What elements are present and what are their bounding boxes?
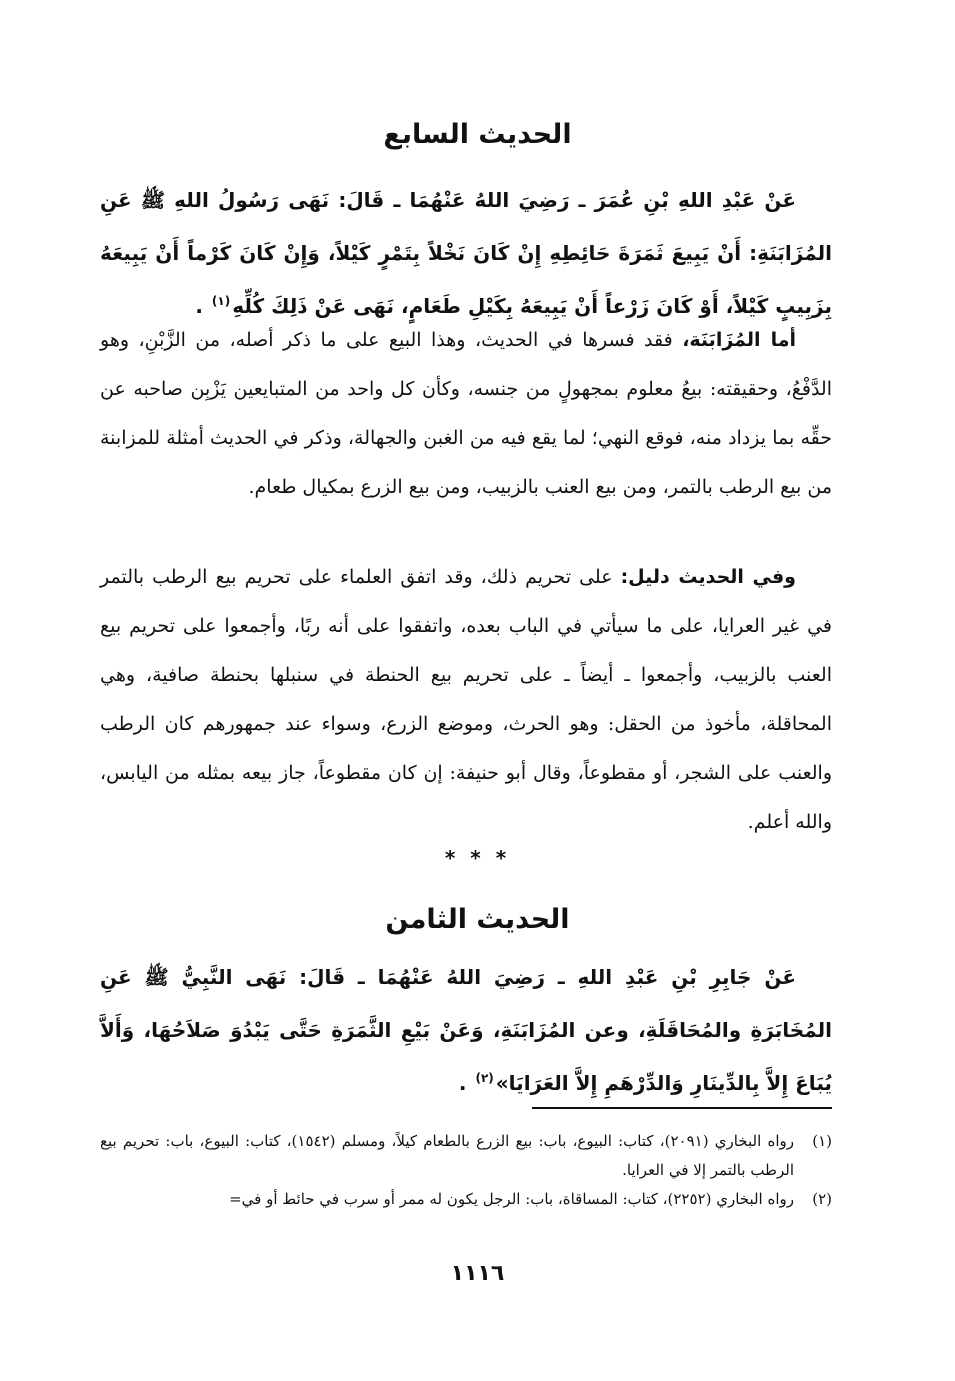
hadith-7-text bbox=[100, 174, 832, 333]
page-number: ١١١٦ bbox=[450, 1261, 505, 1286]
explanation-1-lead: أما المُزَابَنَة، bbox=[682, 329, 797, 351]
hadith-8-end: . bbox=[458, 1071, 474, 1095]
footnotes bbox=[100, 1127, 832, 1214]
explanation-paragraph-2 bbox=[100, 553, 832, 847]
explanation-2-text: على تحريم ذلك، وقد اتفق العلماء على تحريم بيع الرطب بالتمر في غير العرايا، على ما سيأتي في الباب بعده، واتفقوا على أنه ربًا، وأجمعوا على تحريم بيع العنب بالزبيب، وأجمعوا ـ أيضاً ـ على تحريم بيع الحنطة في سنبلها بحنطة صافية، وهي المحاقلة، مأخوذ من الحقل: وهو الحرث، وموضع الزرع، وسواء عند جمهورهم كان الرطب والعنب على الشجر، أو مقطوعاً، وقال أبو حنيفة: إن كان مقطوعاً، جاز بيعه بمثله من اليابس، والله أعلم. bbox=[100, 566, 832, 833]
explanation-paragraph-1 bbox=[100, 316, 832, 512]
explanation-1-text: فقد فسرها في الحديث، وهذا البيع على ما ذكر أصله، من الزَّبْنِ، وهو الدَّفْعُ، وحقيقته: بيعُ معلوم بمجهولٍ من جنسه، وكأن كل واحد من المتبايعين يَزْبِن صاحبه عن حقِّه بما يزداد منه، فوقع النهي؛ لما يقع فيه من الغبن والجهالة، وذكر في الحديث أمثلة للمزابنة من بيع الرطب بالتمر، ومن بيع العنب بالزبيب، ومن بيع الزرع بمكيال طعام. bbox=[100, 329, 832, 498]
hadith-8-body: عَنْ جَابِرِ بْنِ عَبْدِ اللهِ ـ رَضِيَ اللهُ عَنْهُمَا ـ قَالَ: نَهَى النَّبِيُّ ﷺ عَنِ المُخَابَرَةِ والمُحَاقَلَةِ، وعن المُزَابَنَةِ، وَعَنْ بَيْعِ الثَّمَرَةِ حَتَّى يَبْدُوَ صَلاَحُهَا، وَأَلاَّ يُبَاعَ إِلاَّ بِالدِّينَارِ وَالدِّرْهَمِ إِلاَّ العَرَايَا» bbox=[100, 965, 832, 1095]
footnote-ref-2: (٢) bbox=[475, 1071, 494, 1086]
footnote-2-text: رواه البخاري (٢٢٥٢)، كتاب: المساقاة، باب: الرجل يكون له ممر أو سرب في حائط أو في= bbox=[229, 1190, 794, 1208]
hadith-8-text bbox=[100, 951, 832, 1110]
hadith-7-body: عَنْ عَبْدِ اللهِ بْنِ عُمَرَ ـ رَضِيَ اللهُ عَنْهُمَا ـ قَالَ: نَهَى رَسُولُ اللهِ ﷺ عَنِ المُزَابَنَةِ: أَنْ يَبِيعَ ثَمَرَةَ حَائِطِهِ إِنْ كَانَ نَخْلاً بِتَمْرٍ كَيْلاً، وَإِنْ كَانَ كَرْماً أَنْ يَبِيعَهُ بِزَبِيبٍ كَيْلاً، أَوْ كَانَ زَرْعاً أَنْ يَبِيعَهُ بِكَيْلِ طَعَامٍ، نَهَى عَنْ ذَلِكَ كُلِّهِ bbox=[100, 188, 832, 318]
footnote-1-text: رواه البخاري (٢٠٩١)، كتاب: البيوع، باب: بيع الزرع بالطعام كيلاً، ومسلم (١٥٤٢)، كتاب: البيوع، باب: تحريم بيع الرطب بالتمر إلا في العرايا. bbox=[100, 1132, 794, 1179]
section-separator: * * * bbox=[444, 846, 511, 870]
footnote-ref-1: (١) bbox=[211, 294, 231, 309]
footnote-divider bbox=[532, 1107, 832, 1109]
footnote-2 bbox=[100, 1185, 832, 1214]
hadith-7-end: . bbox=[195, 294, 210, 318]
footnote-1 bbox=[100, 1127, 832, 1185]
hadith-8-title: الحديث الثامن bbox=[385, 904, 570, 935]
hadith-7-title: الحديث السابع bbox=[383, 119, 572, 150]
footnote-2-number: (٢) bbox=[812, 1190, 832, 1208]
footnote-1-number: (١) bbox=[812, 1132, 832, 1150]
explanation-2-lead: وفي الحديث دليل: bbox=[620, 566, 796, 588]
